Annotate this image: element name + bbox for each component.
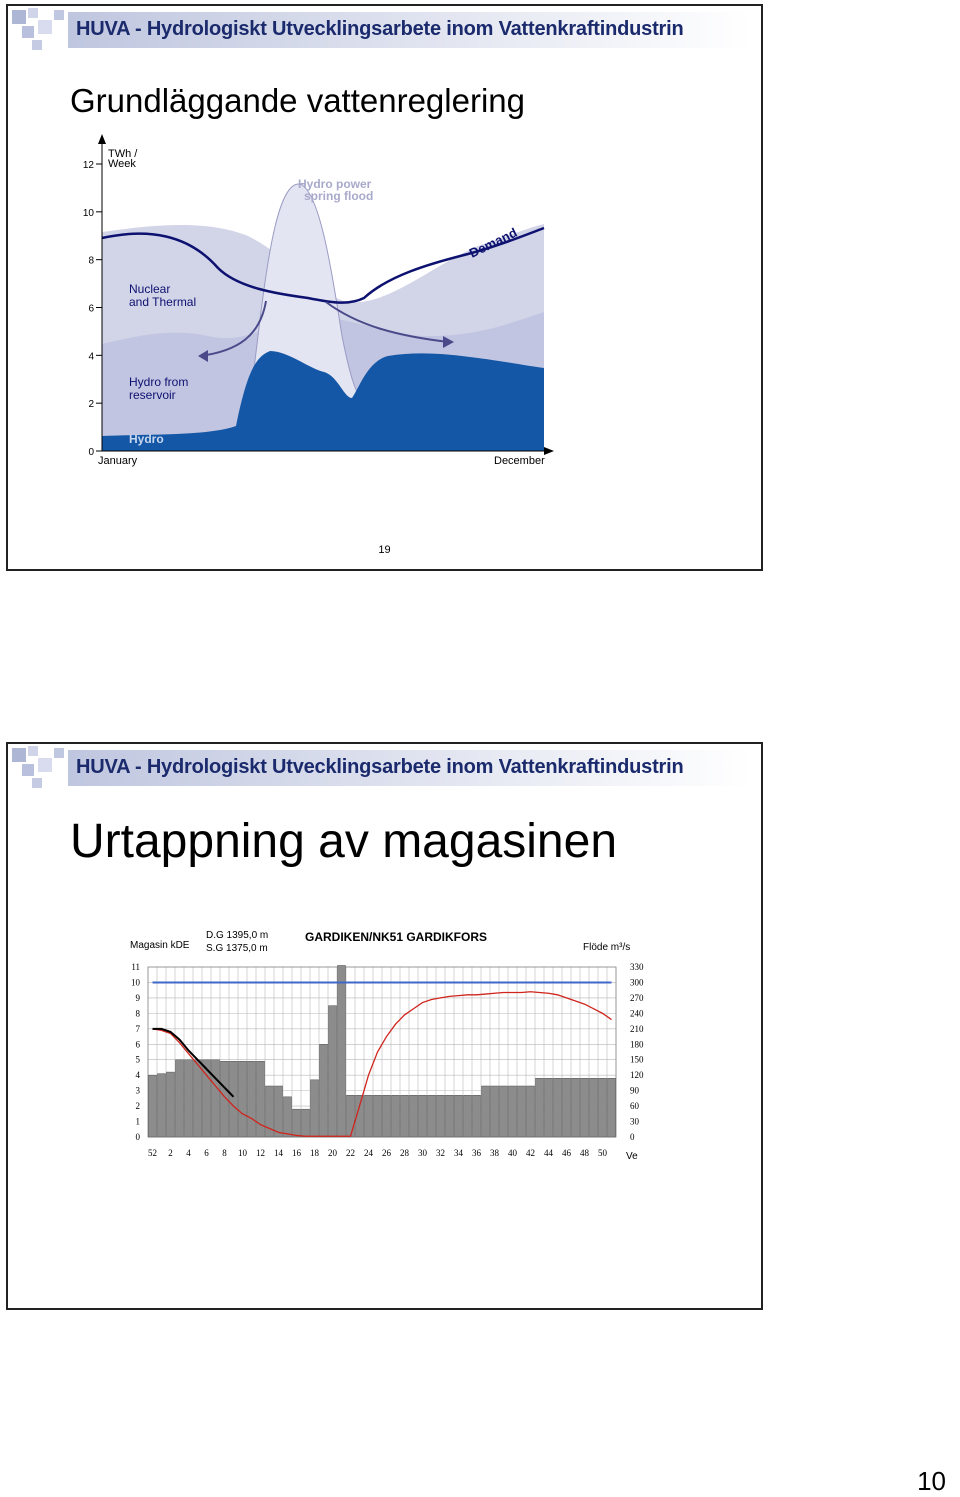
x-tick-label: 24 [364, 1148, 373, 1158]
x-end-label: December [494, 455, 545, 467]
flow-bar [248, 1061, 256, 1137]
y-tick-label: 2 [88, 399, 94, 411]
reservoir-label: Hydro from [129, 375, 189, 389]
x-tick-label: 46 [562, 1148, 571, 1158]
x-tick-label: 26 [382, 1148, 391, 1158]
flow-bar [581, 1078, 589, 1137]
y-tick-label: 6 [88, 303, 94, 315]
flow-bar [365, 1095, 373, 1137]
flow-bar [554, 1078, 562, 1137]
flow-bar [302, 1109, 310, 1137]
flow-bar [347, 1095, 355, 1137]
flow-bar [491, 1086, 499, 1137]
x-tick-label: 42 [526, 1148, 535, 1158]
y-axis-arrow [98, 134, 106, 144]
flow-bar [527, 1086, 535, 1137]
flow-bar [284, 1097, 292, 1137]
left-tick-label: 9 [135, 992, 140, 1003]
x-tick-label: 8 [222, 1148, 227, 1158]
flow-bar [401, 1095, 409, 1137]
right-tick-label: 330 [630, 962, 644, 972]
spring-flood-label-2: spring flood [304, 189, 374, 203]
reservoir-label-2: reservoir [129, 388, 176, 402]
x-tick-label: 14 [274, 1148, 283, 1158]
y-unit-label-2: Week [108, 158, 136, 170]
right-tick-label: 0 [630, 1132, 635, 1142]
left-tick-label: 11 [131, 962, 140, 972]
flow-bar [536, 1078, 544, 1137]
x-tick-label: 10 [238, 1148, 247, 1158]
left-tick-label: 10 [131, 977, 140, 988]
flow-bar [158, 1074, 166, 1137]
flow-bar [419, 1095, 427, 1137]
flow-bar [572, 1078, 580, 1137]
x-tick-label: 28 [400, 1148, 409, 1158]
x-tick-label: 20 [328, 1148, 337, 1158]
x-tick-label: 4 [186, 1148, 191, 1158]
x-tick-label: 34 [454, 1148, 463, 1158]
left-tick-label: 3 [135, 1085, 140, 1096]
flow-bar [437, 1095, 445, 1137]
slide-title: Grundläggande vattenreglering [70, 82, 525, 119]
flow-bar [428, 1095, 436, 1137]
flow-bar [446, 1095, 454, 1137]
right-tick-label: 60 [630, 1101, 639, 1112]
station-title: GARDIKEN/NK51 GARDIKFORS [305, 930, 488, 944]
left-tick-label: 0 [135, 1132, 140, 1142]
flow-bar [293, 1109, 301, 1137]
banner-title: HUVA - Hydrologiskt Utvecklingsarbete inom Vattenkraftindustrin [76, 18, 684, 40]
x-tick-label: 52 [148, 1148, 157, 1158]
left-tick-label: 2 [135, 1101, 140, 1112]
flow-bar [311, 1080, 319, 1137]
x-start-label: January [98, 455, 138, 467]
flow-bar [590, 1078, 598, 1137]
flow-bar [599, 1078, 607, 1137]
flow-bar [392, 1095, 400, 1137]
flow-bar [563, 1078, 571, 1137]
nuclear-label: Nuclear [129, 282, 171, 296]
spring-flood-label: Hydro power [298, 177, 372, 191]
right-tick-label: 180 [630, 1039, 644, 1050]
right-tick-label: 150 [630, 1054, 644, 1065]
left-tick-label: 6 [135, 1039, 140, 1050]
x-tick-label: 50 [598, 1148, 607, 1158]
flow-bar [176, 1060, 184, 1137]
slide-1 [6, 4, 763, 571]
left-tick-label: 8 [135, 1008, 140, 1019]
energy-balance-chart [8, 6, 763, 571]
sg-label: S.G 1375,0 m [206, 943, 268, 954]
right-tick-label: 270 [630, 992, 644, 1003]
left-tick-label: 5 [135, 1054, 140, 1065]
flow-bar [275, 1086, 283, 1137]
right-tick-label: 30 [630, 1116, 639, 1127]
y-unit-label: TWh / [108, 148, 138, 160]
slide-number: 19 [378, 544, 391, 556]
x-tick-label: 38 [490, 1148, 499, 1158]
flow-bar [383, 1095, 391, 1137]
flow-bar [455, 1095, 463, 1137]
hydro-label: Hydro [129, 432, 164, 446]
flow-bar [374, 1095, 382, 1137]
flow-bar [239, 1061, 247, 1137]
slide-2 [6, 742, 763, 1310]
flow-bar [473, 1095, 481, 1137]
flow-bar [464, 1095, 472, 1137]
y-tick-label: 8 [88, 255, 94, 267]
flow-bar [518, 1086, 526, 1137]
y-tick-label: 10 [82, 207, 94, 219]
nuclear-label-2: and Thermal [129, 295, 197, 309]
flow-bar [329, 1006, 337, 1137]
y-tick-label: 12 [82, 160, 94, 171]
x-tick-label: 22 [346, 1148, 355, 1158]
left-axis-label: Magasin kDE [130, 940, 190, 951]
right-tick-label: 210 [630, 1023, 644, 1034]
page-number: 10 [917, 1466, 946, 1496]
x-tick-label: 32 [436, 1148, 445, 1158]
x-tick-label: 44 [544, 1148, 553, 1158]
flow-bar [509, 1086, 517, 1137]
flow-bar [338, 965, 346, 1137]
x-tick-label: 40 [508, 1148, 517, 1158]
x-tick-label: 6 [204, 1148, 209, 1158]
demand-label: Demand [466, 224, 520, 261]
flow-bar [608, 1078, 616, 1137]
x-tick-label: 12 [256, 1148, 265, 1158]
flow-bar [149, 1075, 157, 1137]
x-tick-label: 30 [418, 1148, 427, 1158]
flow-bar [230, 1061, 238, 1137]
flow-bar [320, 1044, 328, 1137]
x-tick-label: 2 [168, 1148, 173, 1158]
x-tick-label: 16 [292, 1148, 301, 1158]
dg-label: D.G 1395,0 m [206, 930, 269, 941]
x-tick-label: 18 [310, 1148, 319, 1158]
flow-bar [167, 1072, 175, 1137]
x-tick-label: 36 [472, 1148, 481, 1158]
flow-bar [185, 1060, 193, 1137]
left-tick-label: 7 [135, 1023, 140, 1034]
y-tick-label: 4 [88, 351, 94, 363]
right-tick-label: 90 [630, 1085, 639, 1096]
right-tick-label: 300 [630, 977, 644, 988]
flow-bar [545, 1078, 553, 1137]
x-axis-arrow [544, 447, 554, 455]
left-tick-label: 1 [135, 1116, 140, 1127]
slide-title: Urtappning av magasinen [70, 815, 618, 868]
left-tick-label: 4 [135, 1070, 140, 1081]
x-tick-label: 48 [580, 1148, 589, 1158]
flow-bar [212, 1060, 220, 1137]
reservoir-drawdown-chart [8, 744, 763, 1310]
y-tick-label: 0 [88, 447, 94, 458]
right-axis-label: Flöde m³/s [583, 942, 631, 953]
right-tick-label: 240 [630, 1008, 644, 1019]
flow-bar [500, 1086, 508, 1137]
flow-bar [482, 1086, 490, 1137]
flow-bar [194, 1060, 202, 1137]
banner-title: HUVA - Hydrologiskt Utvecklingsarbete inom Vattenkraftindustrin [76, 756, 684, 778]
x-unit-label: Ve [626, 1151, 638, 1162]
right-tick-label: 120 [630, 1070, 644, 1081]
flow-bar [410, 1095, 418, 1137]
